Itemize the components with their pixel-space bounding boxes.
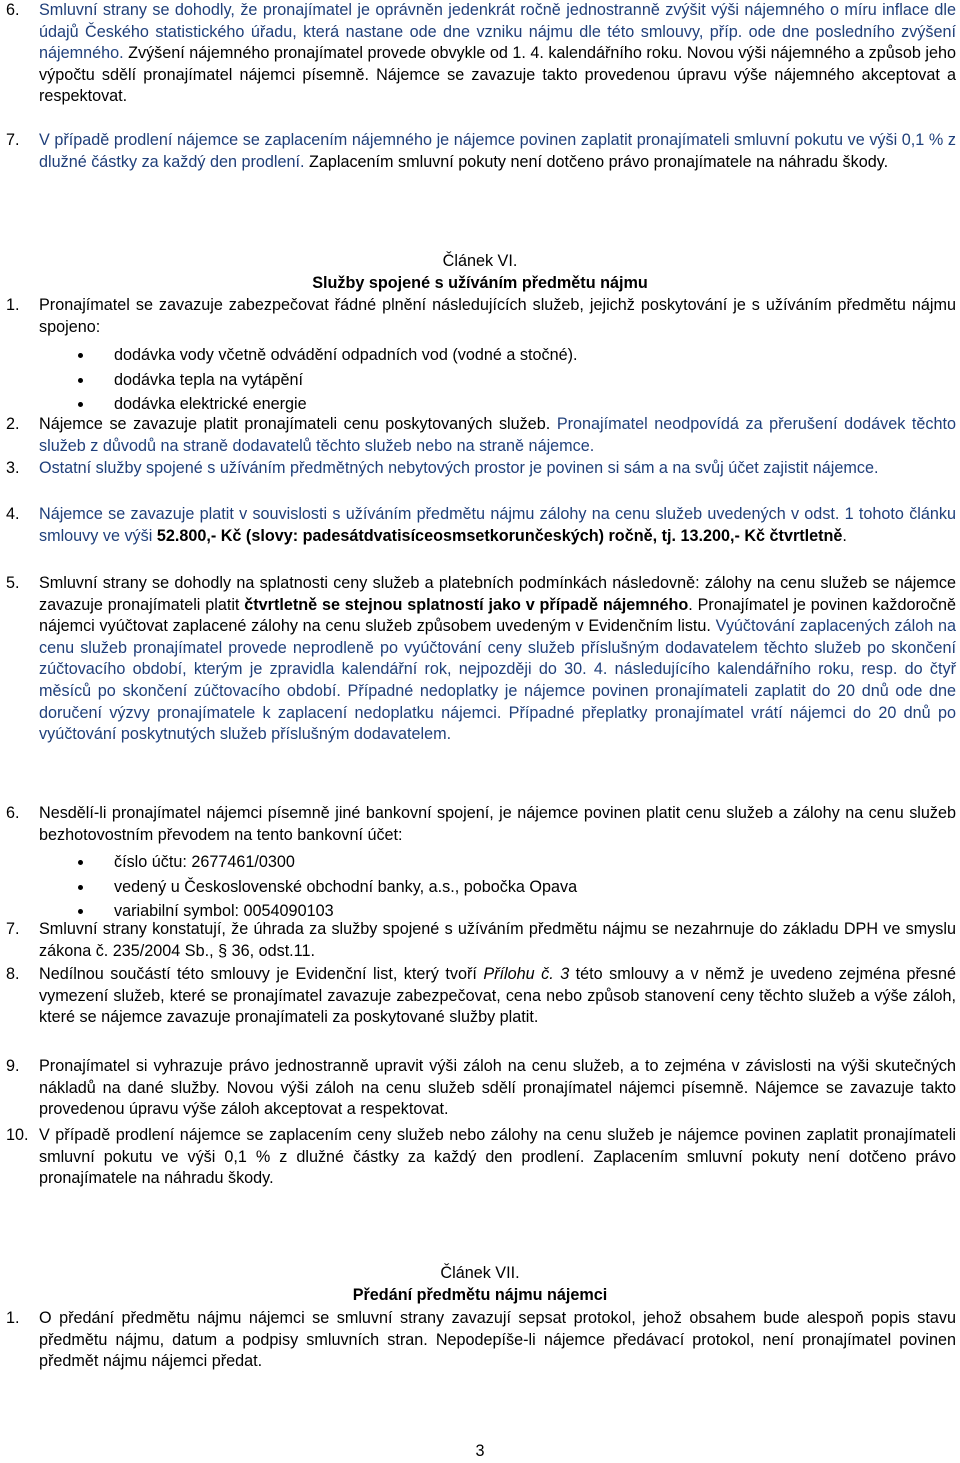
- clause-6-9: [6, 1056, 956, 1121]
- bank-details-list: [6, 852, 956, 923]
- article-vii-heading: Článek VII.: [440, 1264, 520, 1282]
- clause-text: Nájemce se zavazuje platit v souvislosti s užíváním předmětu nájmu zálohy na cenu služeb uvedených v odst. 1 tohoto článku smlouvy ve výši 52.800,- Kč (slovy: padesátdvatisíceosmsetkorunčeských) ročně, tj. 13.200,- Kč čtvrtletně.: [39, 505, 956, 545]
- page-number: 3: [475, 1442, 485, 1460]
- list-item: číslo účtu: 2677461/0300: [6, 852, 956, 874]
- clause-text: V případě prodlení nájemce se zaplacením ceny služeb nebo zálohy na cenu služeb je nájemce povinen zaplatit pronajímateli smluvní pokutu ve výši 0,1 % z dlužné částky za každý den prodlení. Zaplacením smluvní pokuty není dotčeno právo pronajímatele na náhradu škody.: [39, 1126, 956, 1188]
- clause-number: 4.: [6, 505, 20, 523]
- clause-number: 6.: [6, 1, 20, 19]
- list-item: dodávka vody včetně odvádění odpadních vod (vodné a stočné).: [6, 345, 956, 367]
- clause-text: Pronajímatel se zavazuje zabezpečovat řádné plnění následujících služeb, jejichž poskytování je s užíváním předmětu nájmu spojeno:: [39, 296, 956, 336]
- clause-text: O předání předmětu nájmu nájemci se smluvní strany zavazují sepsat protokol, jehož obsahem bude alespoň popis stavu předmětu nájmu, datum a podpisy smluvních stran. Nepodepíše-li nájemce předávací protokol, není pronajímatel povinen předmět nájmu nájemci předat.: [39, 1309, 956, 1371]
- clause-6-7: [6, 919, 956, 962]
- clause-number: 6.: [6, 804, 20, 822]
- article-vii-title: Předání předmětu nájmu nájemci: [352, 1286, 608, 1304]
- clause-number: 1.: [6, 1309, 20, 1327]
- clause-6-4: [6, 504, 956, 547]
- clause-text: Smluvní strany se dohodly, že pronajímatel je oprávněn jedenkrát ročně jednostranně zvýšit výši nájemného o míru inflace dle údajů Českého statistického úřadu, která nastane ode dne vzniku nájmu dle této smlouvy, příp. ode dne posledního zvýšení nájemného. Zvýšení nájemného pronajímatel provede obvykle od 1. 4. kalendářního roku. Novou výši nájemného a způsob jeho výpočtu sdělí pronajímatel nájemci písemně. Nájemce se zavazuje takto provedenou úpravu výše nájemného akceptovat a respektovat.: [39, 1, 956, 106]
- clause-text: Pronajímatel si vyhrazuje právo jednostranně upravit výši záloh na cenu služeb, a to zejména v závislosti na výši skutečných nákladů na dané služby. Novou výši záloh na cenu služeb sdělí pronajímatel nájemci písemně. Nájemce se zavazuje takto provedenou úpravu výše záloh akceptovat a respektovat.: [39, 1057, 956, 1119]
- clause-text: Nájemce se zavazuje platit pronajímateli cenu poskytovaných služeb. Pronajímatel neodpovídá za přerušení dodávek těchto služeb z důvodů na straně dodavatelů těchto služeb nebo na straně nájemce.: [39, 415, 956, 455]
- clause-number: 3.: [6, 459, 20, 477]
- article-vi-heading: Článek VI.: [442, 252, 518, 270]
- clause-number: 1.: [6, 296, 20, 314]
- amount-text: 52.800,- Kč (slovy: padesátdvatisíceosmsetkorunčeských) ročně, tj. 13.200,- Kč čtvrtletně: [156, 526, 843, 545]
- clause-text: Ostatní služby spojené s užíváním předmětných nebytových prostor je povinen si sám a na svůj účet zajistit nájemce.: [39, 459, 879, 477]
- clause-6-10: [6, 1125, 956, 1190]
- clause-text: Nesdělí-li pronajímatel nájemci písemně jiné bankovní spojení, je nájemce povinen platit cenu služeb a zálohy na cenu služeb bezhotovostním převodem na tento bankovní účet:: [39, 804, 956, 844]
- clause-number: 7.: [6, 920, 20, 938]
- clause-7-1: [6, 1308, 956, 1373]
- clause-6-1: [6, 295, 956, 416]
- list-item: vedený u Československé obchodní banky, a.s., pobočka Opava: [6, 877, 956, 899]
- list-item: variabilní symbol: 0054090103: [6, 901, 956, 923]
- list-item: dodávka elektrické energie: [6, 394, 956, 416]
- clause-5-6: [6, 0, 956, 108]
- clause-number: 9.: [6, 1057, 20, 1075]
- clause-6-5: [6, 573, 956, 746]
- list-item: dodávka tepla na vytápění: [6, 370, 956, 392]
- clause-number: 8.: [6, 965, 20, 983]
- clause-text: Smluvní strany se dohodly na splatnosti ceny služeb a platebních podmínkách následovně: zálohy na cenu služeb se nájemce zavazuje pronajímateli platit čtvrtletně se stejnou splatností jako v případě nájemného. Pronajímatel je povinen každoročně nájemci vyúčtovat zaplacené zálohy na cenu služeb způsobem uvedeným v Evidenčním listu. Vyúčtování zaplacených záloh na cenu služeb pronajímatel provede neprodleně po vyúčtování ceny služeb příslušným dodavatelem těchto služeb po skončení zúčtovacího období, kterým je zpravidla kalendářní rok, nejpozději do 30. 4. následujícího kalendářního roku, resp. do čtyř měsíců po skončení zúčtovacího období. Případné nedoplatky je nájemce povinen pronajímateli zaplatit do 20 dnů ode dne doručení výzvy pronajímatele k zaplacení nedoplatku nájemci. Případné přeplatky pronajímatel vrátí nájemci do 20 dnů po vyúčtování poskytnutých služeb příslušným dodavatelem.: [39, 574, 956, 744]
- clause-number: 2.: [6, 415, 20, 433]
- clause-text: Smluvní strany konstatují, že úhrada za služby spojené s užíváním předmětu nájmu se nezahrnuje do základu DPH ve smyslu zákona č. 235/2004 Sb., § 36, odst.11.: [39, 920, 956, 960]
- service-list: [6, 345, 956, 416]
- article-vi-title: Služby spojené s užíváním předmětu nájmu: [312, 274, 648, 292]
- clause-6-6: [6, 803, 956, 923]
- clause-6-3: [6, 458, 956, 480]
- clause-number: 7.: [6, 131, 20, 149]
- clause-6-2: [6, 414, 956, 457]
- clause-5-7: [6, 130, 956, 173]
- clause-number: 10.: [6, 1126, 29, 1144]
- clause-text: Nedílnou součástí této smlouvy je Evidenční list, který tvoří Přílohu č. 3 této smlouvy a v němž je uvedeno zejména přesné vymezení služeb, které se pronajímatel zavazuje zabezpečovat, cena nebo způsob stanovení ceny těchto služeb a výše záloh, které se nájemce zavazuje pronajímateli za poskytované služby platit.: [39, 965, 956, 1027]
- clause-number: 5.: [6, 574, 20, 592]
- clause-text: V případě prodlení nájemce se zaplacením nájemného je nájemce povinen zaplatit pronajímateli smluvní pokutu ve výši 0,1 % z dlužné částky za každý den prodlení. Zaplacením smluvní pokuty není dotčeno právo pronajímatele na náhradu škody.: [39, 131, 956, 171]
- clause-6-8: [6, 964, 956, 1029]
